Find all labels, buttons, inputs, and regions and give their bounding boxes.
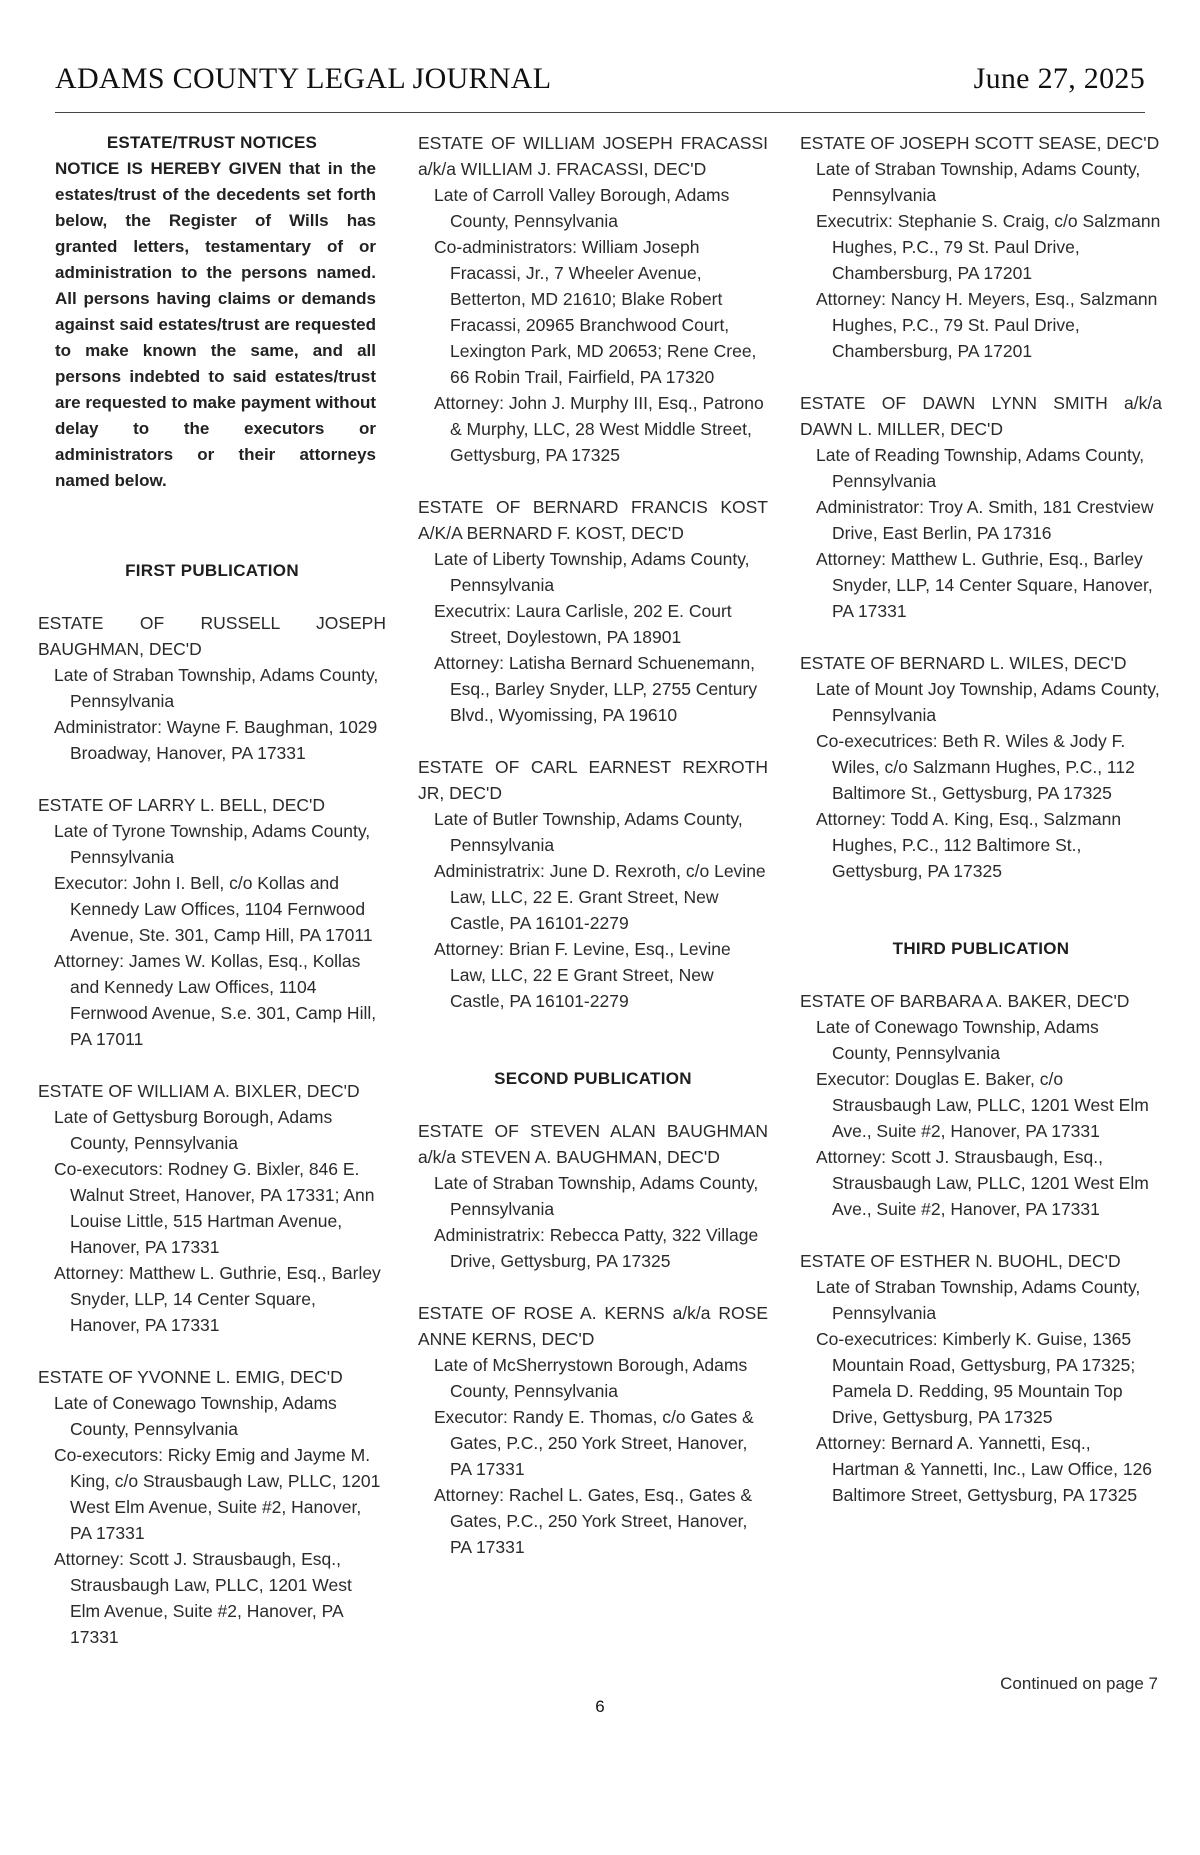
estate-notice [418, 1300, 768, 1560]
journal-title: ADAMS COUNTY LEGAL JOURNAL [55, 62, 552, 95]
header-rule [55, 112, 1145, 113]
estate-notice [418, 754, 768, 1014]
estate-executrix: Executrix: Laura Carlisle, 202 E. Court Street, Doylestown, PA 18901 [434, 601, 732, 647]
second-publication-heading: SECOND PUBLICATION [494, 1069, 692, 1088]
estate-residence: Late of Conewago Township, Adams County, Pennsylvania [54, 1393, 337, 1439]
column-3 [800, 130, 1162, 1508]
notice-heading: ESTATE/TRUST NOTICES [106, 133, 318, 152]
estate-notice [418, 494, 768, 728]
estate-residence: Late of Straban Township, Adams County, Pennsylvania [434, 1173, 759, 1219]
estate-name: ESTATE OF STEVEN ALAN BAUGHMAN a/k/a STEVEN A. BAUGHMAN, DEC'D [418, 1121, 768, 1167]
estate-attorney: Attorney: Nancy H. Meyers, Esq., Salzmann Hughes, P.C., 79 St. Paul Drive, Chambersburg, PA 17201 [816, 289, 1158, 361]
estate-notice [800, 988, 1162, 1222]
estate-name: ESTATE OF BERNARD L. WILES, DEC'D [800, 653, 1127, 673]
estate-residence: Late of Butler Township, Adams County, Pennsylvania [434, 809, 743, 855]
estate-name: ESTATE OF LARRY L. BELL, DEC'D [38, 795, 325, 815]
first-publication-heading: FIRST PUBLICATION [125, 561, 299, 580]
estate-co-executrices: Co-executrices: Kimberly K. Guise, 1365 Mountain Road, Gettysburg, PA 17325; Pamela D. Redding, 95 Mountain Top Drive, Gettysburg, PA 17325 [816, 1329, 1136, 1427]
estate-attorney: Attorney: Matthew L. Guthrie, Esq., Barley Snyder, LLP, 14 Center Square, Hanover, PA 17331 [54, 1263, 381, 1335]
estate-attorney: Attorney: Matthew L. Guthrie, Esq., Barley Snyder, LLP, 14 Center Square, Hanover, PA 17331 [816, 549, 1153, 621]
estate-notice [38, 792, 386, 1052]
estate-attorney: Attorney: James W. Kollas, Esq., Kollas and Kennedy Law Offices, 1104 Fernwood Avenue, S.e. 301, Camp Hill, PA 17011 [54, 951, 377, 1049]
estate-attorney: Attorney: Bernard A. Yannetti, Esq., Hartman & Yannetti, Inc., Law Office, 126 Baltimore Street, Gettysburg, PA 17325 [816, 1433, 1153, 1505]
estate-residence: Late of Gettysburg Borough, Adams County, Pennsylvania [54, 1107, 333, 1153]
estate-executor: Executor: Randy E. Thomas, c/o Gates & Gates, P.C., 250 York Street, Hanover, PA 17331 [434, 1407, 754, 1479]
estate-residence: Late of Straban Township, Adams County, Pennsylvania [816, 159, 1141, 205]
issue-date: June 27, 2025 [973, 62, 1145, 95]
estate-attorney: Attorney: Latisha Bernard Schuenemann, Esq., Barley Snyder, LLP, 2755 Century Blvd., Wyomissing, PA 19610 [434, 653, 758, 725]
estate-notice [800, 1248, 1162, 1508]
estate-notice [38, 1364, 386, 1650]
estate-co-administrators: Co-administrators: William Joseph Fracassi, Jr., 7 Wheeler Avenue, Betterton, MD 21610; Blake Robert Fracassi, 20965 Branchwood Court, Lexington Park, MD 20653; Rene Cree, 66 Robin Trail, Fairfield, PA 17320 [434, 237, 757, 387]
estate-administratrix: Administratrix: June D. Rexroth, c/o Levine Law, LLC, 22 E. Grant Street, New Castle, PA 16101-2279 [434, 861, 766, 933]
estate-co-executrices: Co-executrices: Beth R. Wiles & Jody F. Wiles, c/o Salzmann Hughes, P.C., 112 Baltimore St., Gettysburg, PA 17325 [816, 731, 1135, 803]
estate-notice [800, 130, 1162, 364]
estate-administrator: Administrator: Troy A. Smith, 181 Crestview Drive, East Berlin, PA 17316 [816, 497, 1154, 543]
estate-notice [38, 610, 386, 766]
estate-notice [418, 130, 768, 468]
estate-name: ESTATE OF CARL EARNEST REXROTH JR, DEC'D [418, 757, 768, 803]
estate-attorney: Attorney: Rachel L. Gates, Esq., Gates & Gates, P.C., 250 York Street, Hanover, PA 17331 [434, 1485, 753, 1557]
estate-name: ESTATE OF JOSEPH SCOTT SEASE, DEC'D [800, 133, 1160, 153]
estate-name: ESTATE OF WILLIAM JOSEPH FRACASSI a/k/a WILLIAM J. FRACASSI, DEC'D [418, 133, 768, 179]
estate-name: ESTATE OF ESTHER N. BUOHL, DEC'D [800, 1251, 1121, 1271]
estate-attorney: Attorney: Brian F. Levine, Esq., Levine Law, LLC, 22 E Grant Street, New Castle, PA 16101-2279 [434, 939, 731, 1011]
column-1 [38, 130, 386, 1650]
estate-residence: Late of Conewago Township, Adams County, Pennsylvania [816, 1017, 1099, 1063]
estate-name: ESTATE OF DAWN LYNN SMITH a/k/a DAWN L. MILLER, DEC'D [800, 393, 1162, 439]
estate-co-executors: Co-executors: Rodney G. Bixler, 846 E. Walnut Street, Hanover, PA 17331; Ann Louise Little, 515 Hartman Avenue, Hanover, PA 17331 [54, 1159, 375, 1257]
estate-residence: Late of Carroll Valley Borough, Adams County, Pennsylvania [434, 185, 730, 231]
estate-notice [38, 1078, 386, 1338]
estate-notice [800, 650, 1162, 884]
estate-name: ESTATE OF WILLIAM A. BIXLER, DEC'D [38, 1081, 360, 1101]
column-2 [418, 130, 768, 1560]
estate-name: ESTATE OF ROSE A. KERNS a/k/a ROSE ANNE KERNS, DEC'D [418, 1303, 768, 1349]
estate-attorney: Attorney: Scott J. Strausbaugh, Esq., Strausbaugh Law, PLLC, 1201 West Elm Ave., Suite #2, Hanover, PA 17331 [816, 1147, 1149, 1219]
estate-residence: Late of Straban Township, Adams County, Pennsylvania [54, 665, 379, 711]
estate-residence: Late of McSherrystown Borough, Adams County, Pennsylvania [434, 1355, 748, 1401]
continued-note: Continued on page 7 [1000, 1674, 1158, 1693]
estate-co-executors: Co-executors: Ricky Emig and Jayme M. King, c/o Strausbaugh Law, PLLC, 1201 West Elm Avenue, Suite #2, Hanover, PA 17331 [54, 1445, 381, 1543]
estate-executor: Executor: John I. Bell, c/o Kollas and Kennedy Law Offices, 1104 Fernwood Avenue, Ste. 301, Camp Hill, PA 17011 [54, 873, 373, 945]
estate-residence: Late of Reading Township, Adams County, Pennsylvania [816, 445, 1145, 491]
estate-residence: Late of Mount Joy Township, Adams County, Pennsylvania [816, 679, 1160, 725]
estate-executor: Executor: Douglas E. Baker, c/o Strausbaugh Law, PLLC, 1201 West Elm Ave., Suite #2, Hanover, PA 17331 [816, 1069, 1149, 1141]
estate-name: ESTATE OF BERNARD FRANCIS KOST A/K/A BERNARD F. KOST, DEC'D [418, 497, 768, 543]
estate-residence: Late of Tyrone Township, Adams County, Pennsylvania [54, 821, 371, 867]
estate-attorney: Attorney: John J. Murphy III, Esq., Patrono & Murphy, LLC, 28 West Middle Street, Gettysburg, PA 17325 [434, 393, 764, 465]
estate-name: ESTATE OF BARBARA A. BAKER, DEC'D [800, 991, 1130, 1011]
third-publication-heading: THIRD PUBLICATION [892, 939, 1070, 958]
page-number: 6 [595, 1697, 605, 1716]
estate-executrix: Executrix: Stephanie S. Craig, c/o Salzmann Hughes, P.C., 79 St. Paul Drive, Chambersburg, PA 17201 [816, 211, 1161, 283]
estate-name: ESTATE OF RUSSELL JOSEPH BAUGHMAN, DEC'D [38, 613, 386, 659]
estate-administrator: Administrator: Wayne F. Baughman, 1029 Broadway, Hanover, PA 17331 [54, 717, 378, 763]
estate-administratrix: Administratrix: Rebecca Patty, 322 Village Drive, Gettysburg, PA 17325 [434, 1225, 759, 1271]
estate-attorney: Attorney: Scott J. Strausbaugh, Esq., Strausbaugh Law, PLLC, 1201 West Elm Avenue, Suite #2, Hanover, PA 17331 [54, 1549, 352, 1647]
estate-name: ESTATE OF YVONNE L. EMIG, DEC'D [38, 1367, 343, 1387]
estate-residence: Late of Liberty Township, Adams County, Pennsylvania [434, 549, 750, 595]
notice-intro: NOTICE IS HEREBY GIVEN that in the estates/trust of the decedents set forth below, the Register of Wills has granted letters, testamentary of or administration to the persons named. All persons having claims or demands against said estates/trust are requested to make known the same, and all persons indebted to said estates/trust are requested to make payment without delay to the executors or administrators or their attorneys named below. [55, 159, 376, 490]
estate-attorney: Attorney: Todd A. King, Esq., Salzmann Hughes, P.C., 112 Baltimore St., Gettysburg, PA 17325 [816, 809, 1122, 881]
estate-notice [800, 390, 1162, 624]
estate-notice [418, 1118, 768, 1274]
estate-residence: Late of Straban Township, Adams County, Pennsylvania [816, 1277, 1141, 1323]
